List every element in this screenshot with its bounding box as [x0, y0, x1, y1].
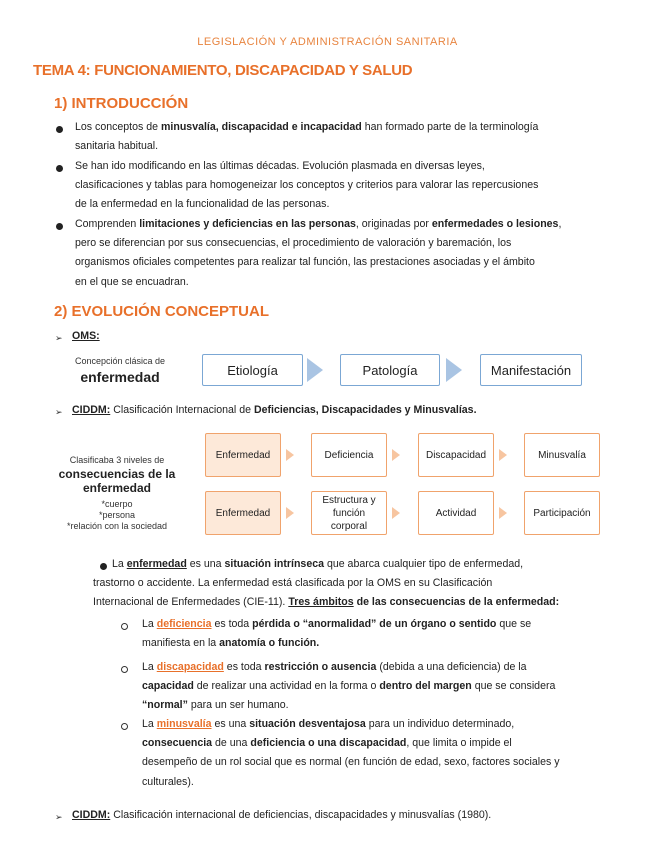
- ciddm-1980: CIDDM: Clasificación internacional de deficiencias, discapacidades y minusvalías (1980).: [72, 809, 492, 821]
- section-title-evolution: 2) EVOLUCIÓN CONCEPTUAL: [54, 303, 270, 320]
- flow-arrow-icon: [286, 507, 294, 519]
- ciddm-caption-levels: *cuerpo *persona *relación con la sociedad: [66, 499, 168, 531]
- ciddm-box-participacion: Participación: [524, 491, 600, 535]
- ciddm-heading: CIDDM: Clasificación Internacional de Deficiencias, Discapacidades y Minusvalías.: [72, 404, 477, 416]
- circle-bullet-icon: [121, 723, 128, 730]
- document-header: LEGISLACIÓN Y ADMINISTRACIÓN SANITARIA: [197, 36, 458, 48]
- intro-paragraph-2: Se han ido modificando en las últimas décadas. Evolución plasmada en diversas leyes, clasificaciones y tablas para homogeneizar los conceptos y criterios para valorar las repercusiones de la enfermedad en la funcionalidad de las personas.: [75, 160, 539, 211]
- enfermedad-paragraph: La enfermedad es una situación intrínseca que abarca cualquier tipo de enfermedad, trastorno o accidente. La enfermedad está clasificada por la OMS en su Clasificación Internacional de Enfermedades (CIE-11). Tres ámbitos de las consecuencias de la enfermedad:: [93, 558, 560, 609]
- bullet-icon: [56, 165, 63, 172]
- bullet-icon: [56, 223, 63, 230]
- oms-caption-big: enfermedad: [80, 369, 160, 385]
- oms-label: OMS:: [72, 330, 100, 342]
- flow-box-manifestacion: Manifestación: [480, 354, 582, 386]
- ciddm-box-deficiencia: Deficiencia: [311, 433, 387, 477]
- ciddm-box-enfermedad: Enfermedad: [205, 433, 281, 477]
- arrow-bullet-icon: ➢: [55, 333, 63, 343]
- flow-arrow-icon: [286, 449, 294, 461]
- flow-arrow-icon: [392, 449, 400, 461]
- arrow-bullet-icon: ➢: [55, 407, 63, 417]
- flow-arrow-icon: [307, 358, 323, 382]
- ciddm-box-enfermedad-2: Enfermedad: [205, 491, 281, 535]
- flow-arrow-icon: [446, 358, 462, 382]
- flow-box-patologia: Patología: [340, 354, 440, 386]
- oms-caption-small: Concepción clásica de: [74, 356, 166, 366]
- circle-bullet-icon: [121, 623, 128, 630]
- discapacidad-definition: La discapacidad es toda restricción o ausencia (debida a una deficiencia) de la capacidad de realizar una actividad en la forma o dentro del margen que se considera “normal” para un ser humano.: [142, 661, 556, 712]
- intro-paragraph-3: Comprenden limitaciones y deficiencias en las personas, originadas por enfermedades o lesiones, pero se diferencian por sus consecuencias, el procedimiento de valoración y baremación, los organismos oficiales competentes para realizar tal función, las prestaciones asociadas y el ámbito en el que se encuadran.: [75, 218, 562, 288]
- flow-arrow-icon: [499, 507, 507, 519]
- ciddm-box-minusvalia: Minusvalía: [524, 433, 600, 477]
- circle-bullet-icon: [121, 666, 128, 673]
- flow-arrow-icon: [392, 507, 400, 519]
- section-title-introduction: 1) INTRODUCCIÓN: [54, 95, 189, 112]
- flow-arrow-icon: [499, 449, 507, 461]
- flow-box-etiologia: Etiología: [202, 354, 303, 386]
- topic-title: TEMA 4: FUNCIONAMIENTO, DISCAPACIDAD Y SALUD: [33, 62, 413, 79]
- deficiencia-definition: La deficiencia es toda pérdida o “anormalidad” de un órgano o sentido que se manifiesta en la anatomía o función.: [142, 618, 532, 650]
- ciddm-caption-small: Clasificaba 3 niveles de: [69, 455, 165, 465]
- arrow-bullet-icon: ➢: [55, 812, 63, 822]
- minusvalia-definition: La minusvalía es una situación desventajosa para un individuo determinado, consecuencia de una deficiencia o una discapacidad, que limita o impide el desempeño de un rol social que es normal (en función de edad, sexo, factores sociales y culturales).: [142, 718, 560, 788]
- bullet-icon: [56, 126, 63, 133]
- ciddm-caption-big: consecuencias de la enfermedad: [58, 467, 176, 495]
- intro-paragraph-1: Los conceptos de minusvalía, discapacidad e incapacidad han formado parte de la terminología sanitaria habitual.: [75, 121, 539, 153]
- ciddm-box-estructura: Estructura y función corporal: [311, 491, 387, 535]
- ciddm-box-discapacidad: Discapacidad: [418, 433, 494, 477]
- ciddm-box-actividad: Actividad: [418, 491, 494, 535]
